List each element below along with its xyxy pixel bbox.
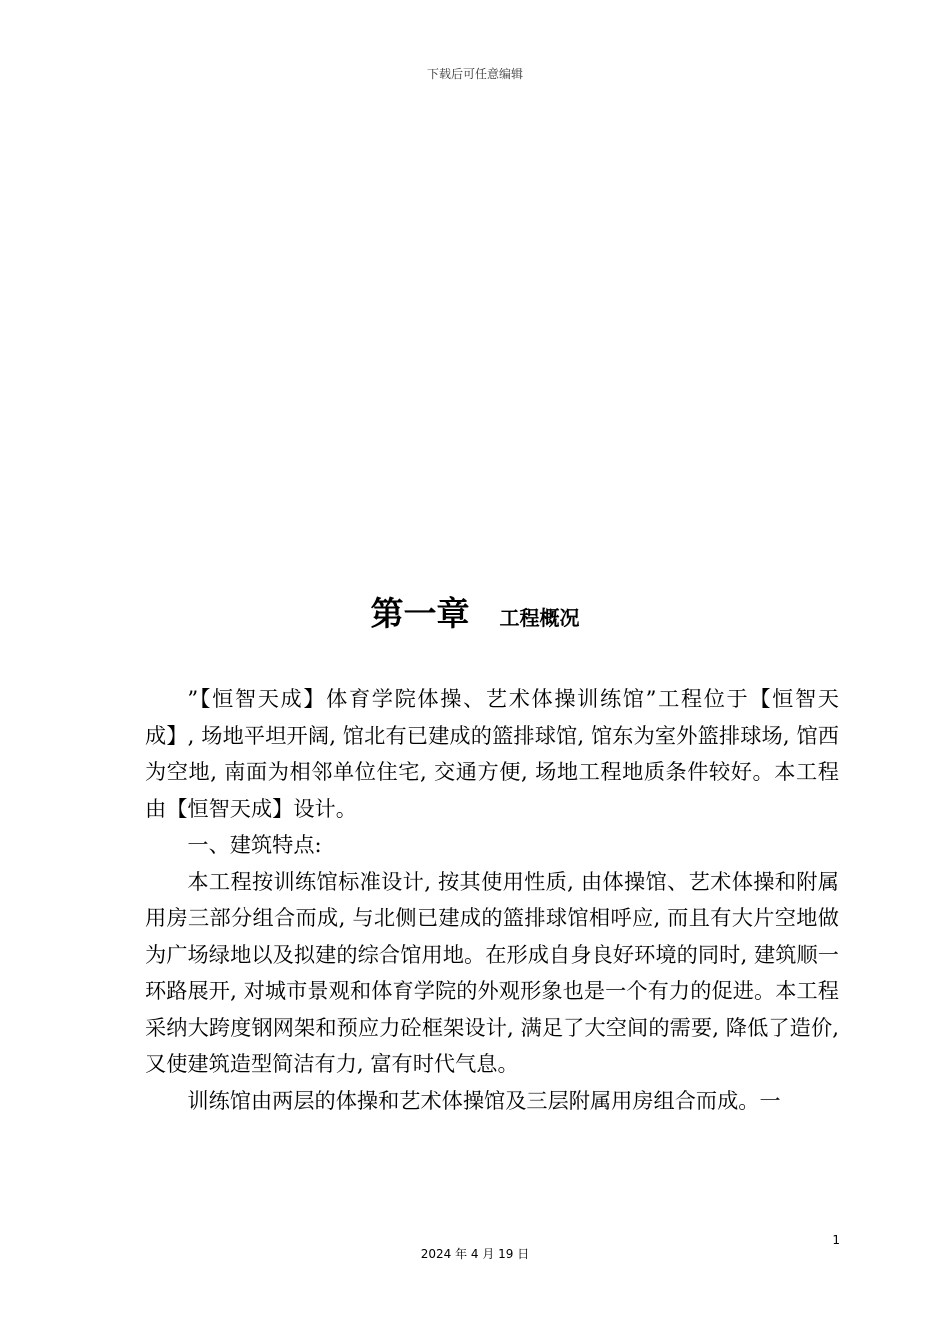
footer-date: 2024 年 4 月 19 日 bbox=[420, 1247, 530, 1261]
page-header: 下载后可任意编辑 bbox=[426, 67, 523, 81]
paragraph-composition: 训练馆由两层的体操和艺术体操馆及三层附属用房组合而成。一 bbox=[187, 1087, 781, 1113]
paragraph-design: 本工程按训练馆标准设计, 按其使用性质, 由体操馆、艺术体操和附属用房三部分组合而成, 与北侧已建成的篮排球馆相呼应, 而且有大片空地做为广场绿地以及拟建的综合馆用地。在形成自身良好环境的同时, 建筑顺一环路展开, 对城市景观和体育学院的外观形象也是一个有力的促进。本工程采纳大跨度钢网架和预应力砼框架设计, 满足了大空间的需要, 降低了造价, 又使建筑造型简洁有力, 富有时代气息。 bbox=[145, 868, 839, 1076]
paragraph-intro: ”【恒智天成】体育学院体操、艺术体操训练馆”工程位于【恒智天成】, 场地平坦开阔, 馆北有已建成的篮排球馆, 馆东为室外篮排球场, 馆西为空地, 南面为相邻单位住宅, 交通方便, 场地工程地质条件较好。本工程由【恒智天成】设计。 bbox=[145, 686, 839, 821]
paragraph-section-heading: 一、建筑特点: bbox=[187, 832, 322, 857]
chapter-title bbox=[0, 592, 950, 640]
page-number: 1 bbox=[832, 1233, 840, 1247]
body-text bbox=[145, 681, 839, 1119]
chapter-name: 工程概况 bbox=[499, 606, 580, 630]
chapter-number: 第一章 bbox=[370, 594, 470, 633]
